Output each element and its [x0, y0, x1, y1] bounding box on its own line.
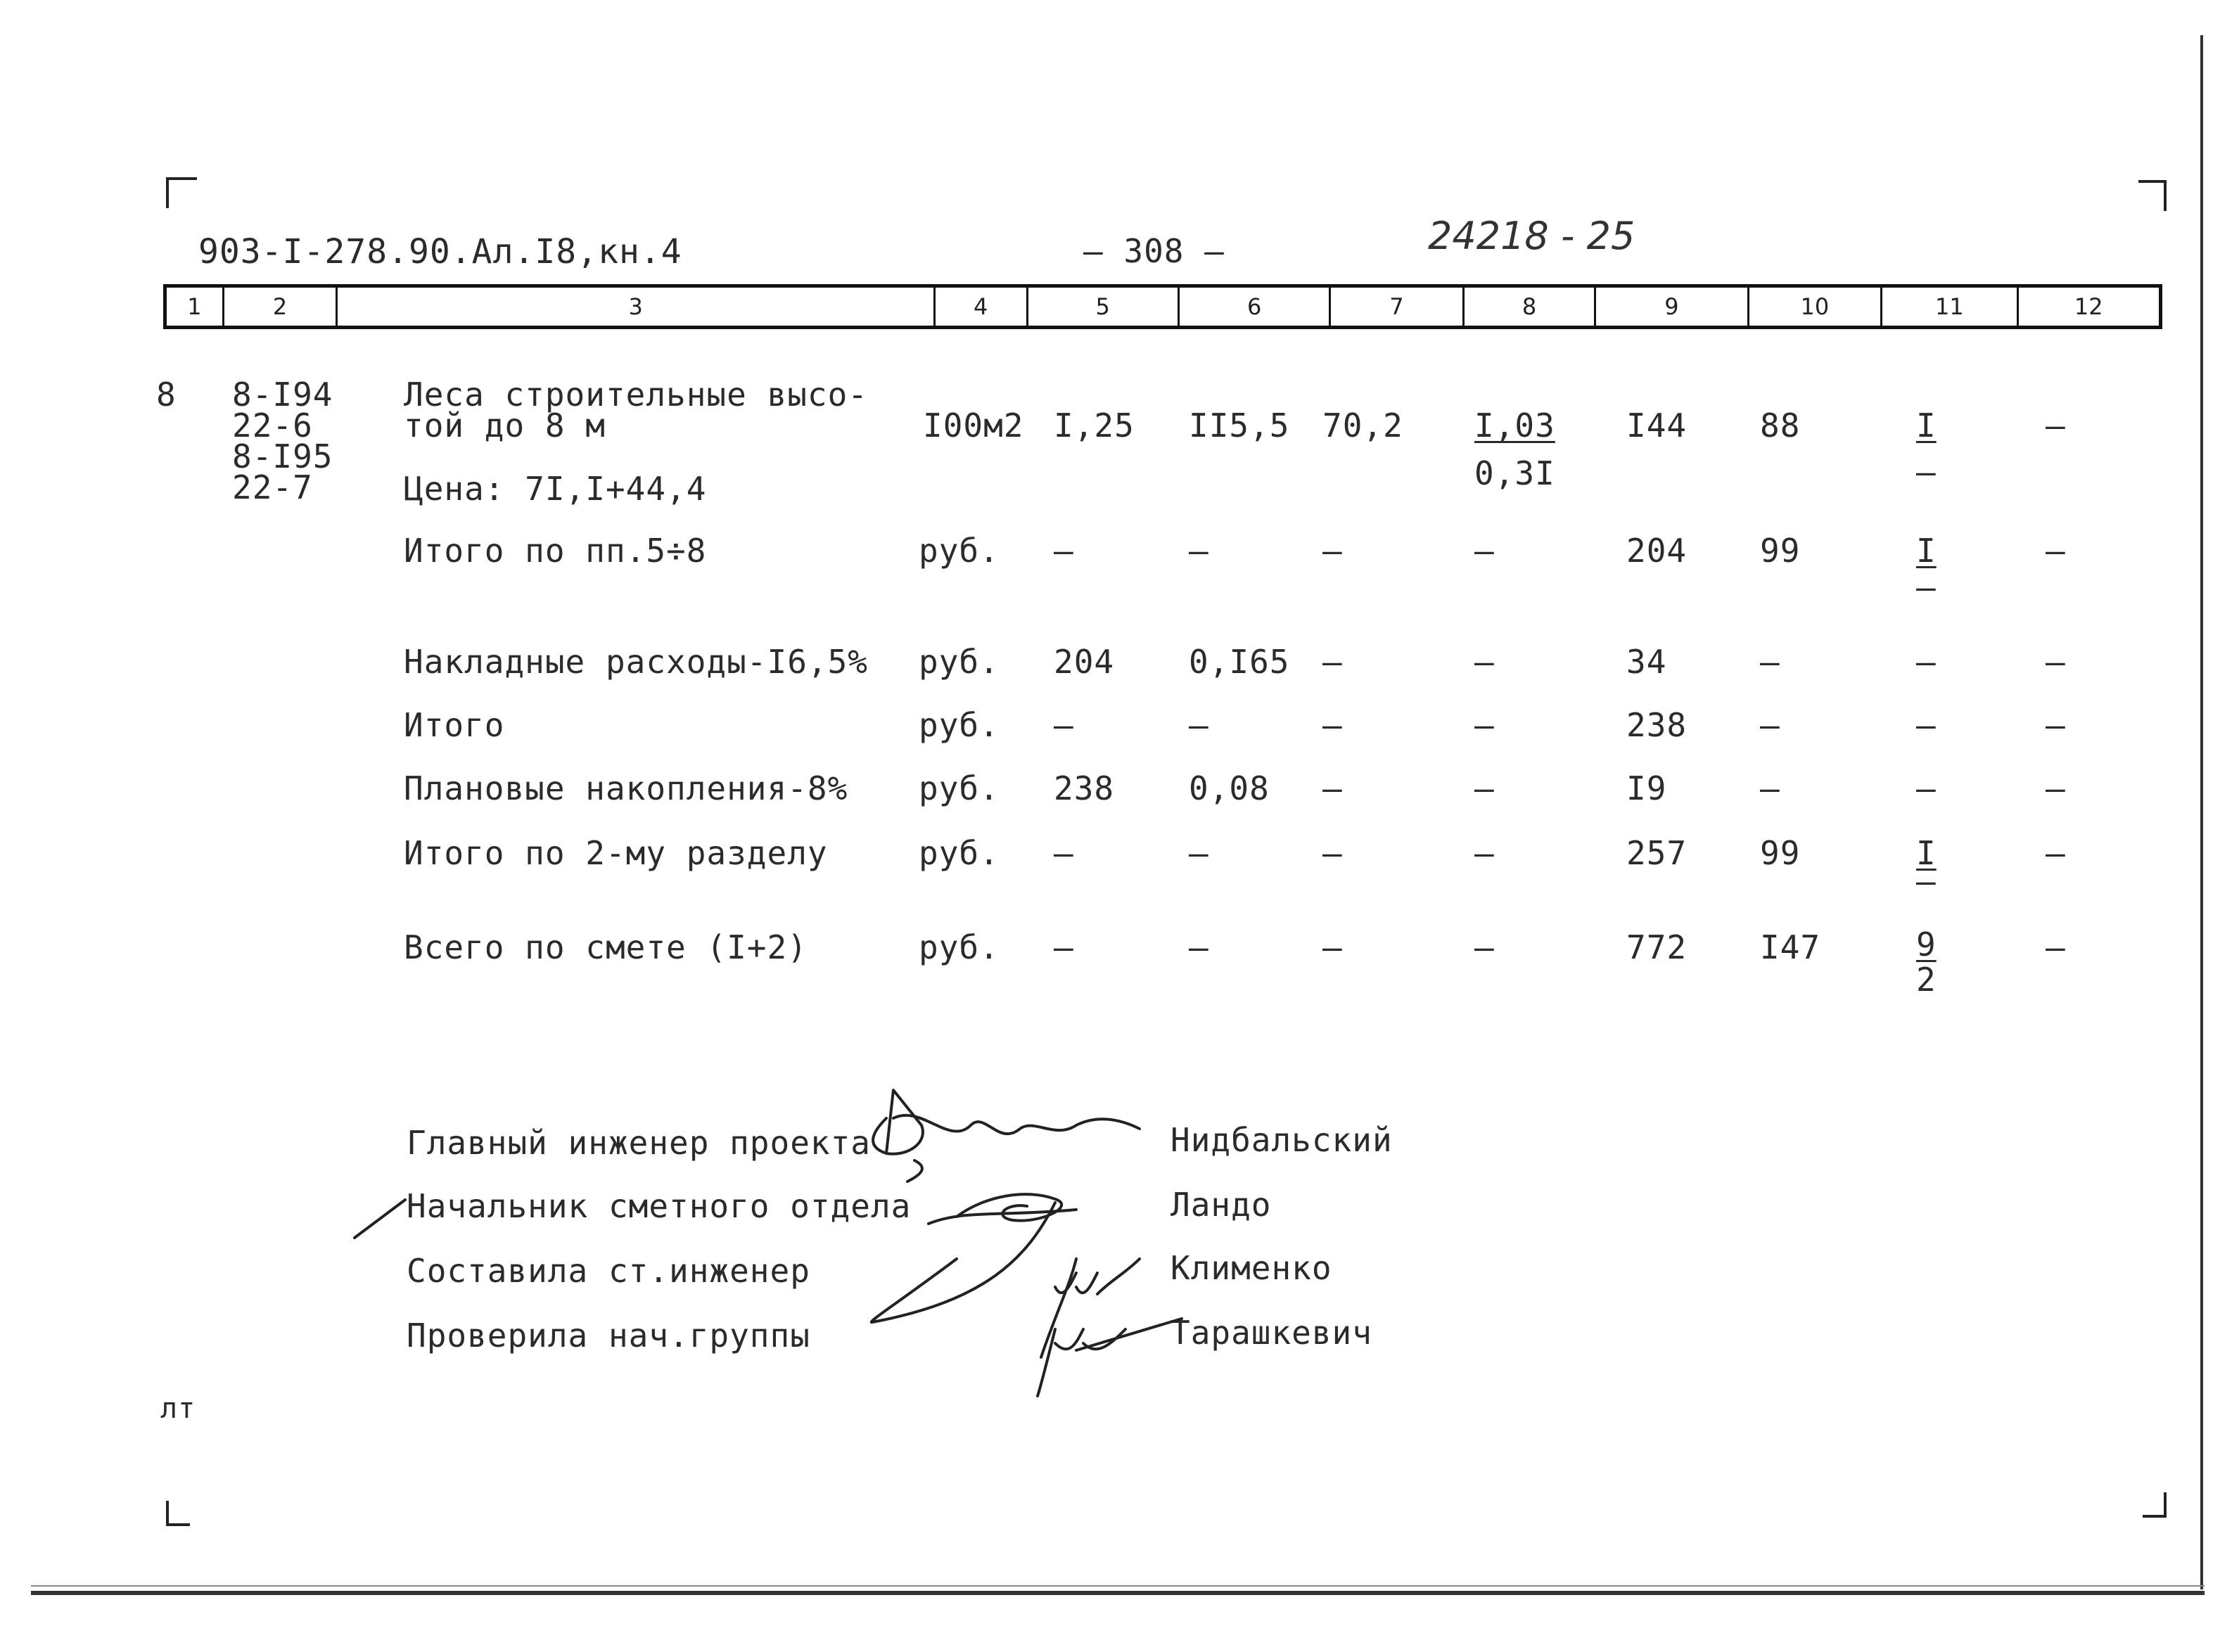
col8-cell-bottom: 0,3I	[1474, 454, 1555, 492]
page-bottom-edge-thin	[31, 1585, 2205, 1587]
column-header-5: 5	[1028, 288, 1180, 326]
margin-slash-mark	[352, 1196, 408, 1245]
col12-cell: –	[2046, 643, 2066, 681]
col5-cell: –	[1054, 532, 1074, 570]
signature-name: Ландо	[1170, 1186, 1272, 1224]
col7-cell: 70,2	[1322, 406, 1403, 444]
page-bottom-edge	[31, 1591, 2205, 1595]
col11-cell-bottom: –	[1916, 568, 1937, 606]
col10-cell: I47	[1760, 928, 1821, 966]
col9-cell: I9	[1626, 769, 1667, 807]
col11-cell-bottom: –	[1916, 453, 1937, 491]
norm-code: 8-I95	[232, 437, 333, 475]
col9-cell: 772	[1626, 928, 1688, 966]
col8-cell: –	[1474, 532, 1495, 570]
col9-cell: 257	[1626, 834, 1688, 872]
col9-cell: 204	[1626, 532, 1688, 570]
col5-cell: 238	[1054, 769, 1115, 807]
col12-cell: –	[2046, 834, 2066, 872]
col8-cell: –	[1474, 643, 1495, 681]
column-header-10: 10	[1749, 288, 1882, 326]
col6-cell: 0,08	[1189, 769, 1270, 807]
row-number: 8	[156, 376, 177, 414]
col7-cell: –	[1322, 643, 1343, 681]
unit-cell: руб.	[919, 706, 1000, 744]
corner-mark-top-left	[166, 177, 197, 208]
corner-mark-top-right	[2138, 180, 2167, 211]
col10-cell: 99	[1760, 532, 1801, 570]
signature-role: Проверила нач.группы	[407, 1317, 810, 1355]
col11-cell-top: I	[1916, 532, 1937, 570]
col7-cell: –	[1322, 769, 1343, 807]
unit-cell: руб.	[919, 532, 1000, 570]
price-formula: Цена: 7I,I+44,4	[404, 470, 707, 508]
norm-code: 22-7	[232, 468, 313, 506]
col12-cell: –	[2046, 928, 2066, 966]
col8-cell: –	[1474, 769, 1495, 807]
col9-cell: 34	[1626, 643, 1667, 681]
handwritten-signature	[844, 1076, 1182, 1400]
col9-cell: I44	[1626, 406, 1688, 444]
col8-cell-top: I,03	[1474, 406, 1555, 444]
col5-cell: –	[1054, 834, 1074, 872]
col5-cell: –	[1054, 706, 1074, 744]
document-code: 903-I-278.90.Ал.I8,кн.4	[198, 232, 682, 271]
row-name: Итого	[404, 706, 505, 744]
col11-cell: –	[1916, 769, 1937, 807]
column-header-9: 9	[1596, 288, 1749, 326]
col10-cell: –	[1760, 706, 1780, 744]
row-name: Итого по 2-му разделу	[404, 834, 828, 872]
col12-cell: –	[2046, 769, 2066, 807]
column-header-row	[163, 284, 2162, 329]
corner-mark-bottom-right	[2143, 1492, 2167, 1518]
col12-cell: –	[2046, 532, 2066, 570]
page-right-edge	[2200, 35, 2203, 1589]
col8-cell: –	[1474, 834, 1495, 872]
signature-role: Главный инженер проекта	[407, 1124, 871, 1162]
column-header-1: 1	[167, 288, 224, 326]
col12-cell: –	[2046, 406, 2066, 444]
column-header-4: 4	[936, 288, 1028, 326]
col6-cell: –	[1189, 532, 1209, 570]
unit-cell: руб.	[919, 769, 1000, 807]
col5-cell: –	[1054, 928, 1074, 966]
col11-cell-bottom: 2	[1916, 961, 1937, 999]
col11-cell: –	[1916, 706, 1937, 744]
unit-cell: руб.	[919, 834, 1000, 872]
handwritten-reference: 24218 - 25	[1428, 214, 1635, 258]
col6-cell: –	[1189, 928, 1209, 966]
col6-cell: II5,5	[1189, 406, 1290, 444]
col7-cell: –	[1322, 706, 1343, 744]
col10-cell: –	[1760, 643, 1780, 681]
work-name: той до 8 м	[404, 406, 606, 444]
page-number: — 308 —	[1083, 232, 1225, 270]
unit-cell: руб.	[919, 928, 1000, 966]
norm-code: 22-6	[232, 406, 313, 444]
signature-role: Начальник сметного отдела	[407, 1187, 912, 1225]
col5-cell: 204	[1054, 643, 1115, 681]
col10-cell: 99	[1760, 834, 1801, 872]
signature-name: Нидбальский	[1170, 1121, 1393, 1159]
col7-cell: –	[1322, 532, 1343, 570]
footer-mark: лт	[160, 1392, 196, 1425]
column-header-8: 8	[1465, 288, 1596, 326]
col11-cell-top: I	[1916, 834, 1937, 872]
column-header-7: 7	[1331, 288, 1464, 326]
col6-cell: 0,I65	[1189, 643, 1290, 681]
row-name: Всего по смете (I+2)	[404, 928, 808, 966]
col6-cell: –	[1189, 706, 1209, 744]
row-name: Плановые накопления-8%	[404, 769, 848, 807]
corner-mark-bottom-left	[166, 1501, 190, 1526]
col10-cell: 88	[1760, 406, 1801, 444]
row-name: Накладные расходы-I6,5%	[404, 643, 868, 681]
norm-code: 8-I94	[232, 376, 333, 414]
row-name: Итого по пп.5÷8	[404, 532, 707, 570]
col9-cell: 238	[1626, 706, 1688, 744]
column-header-6: 6	[1180, 288, 1331, 326]
col7-cell: –	[1322, 928, 1343, 966]
col12-cell: –	[2046, 706, 2066, 744]
col11-cell-top: 9	[1916, 926, 1937, 963]
col10-cell: –	[1760, 769, 1780, 807]
col8-cell: –	[1474, 706, 1495, 744]
signature-name: Клименко	[1170, 1249, 1332, 1287]
signature-role: Составила ст.инженер	[407, 1252, 810, 1290]
work-name: Леса строительные высо-	[404, 376, 868, 414]
unit-cell: I00м2	[923, 406, 1024, 444]
column-header-12: 12	[2074, 293, 2103, 320]
col8-cell: –	[1474, 928, 1495, 966]
column-header-11: 11	[1882, 288, 2018, 326]
column-header-3: 3	[338, 288, 936, 326]
unit-cell: руб.	[919, 643, 1000, 681]
col11-cell-bottom: –	[1916, 862, 1937, 900]
signature-name: Тарашкевич	[1170, 1314, 1372, 1352]
column-header-2: 2	[224, 288, 338, 326]
col11-cell-top: I	[1916, 406, 1937, 444]
col6-cell: –	[1189, 834, 1209, 872]
col7-cell: –	[1322, 834, 1343, 872]
col5-cell: I,25	[1054, 406, 1135, 444]
col11-cell: –	[1916, 643, 1937, 681]
